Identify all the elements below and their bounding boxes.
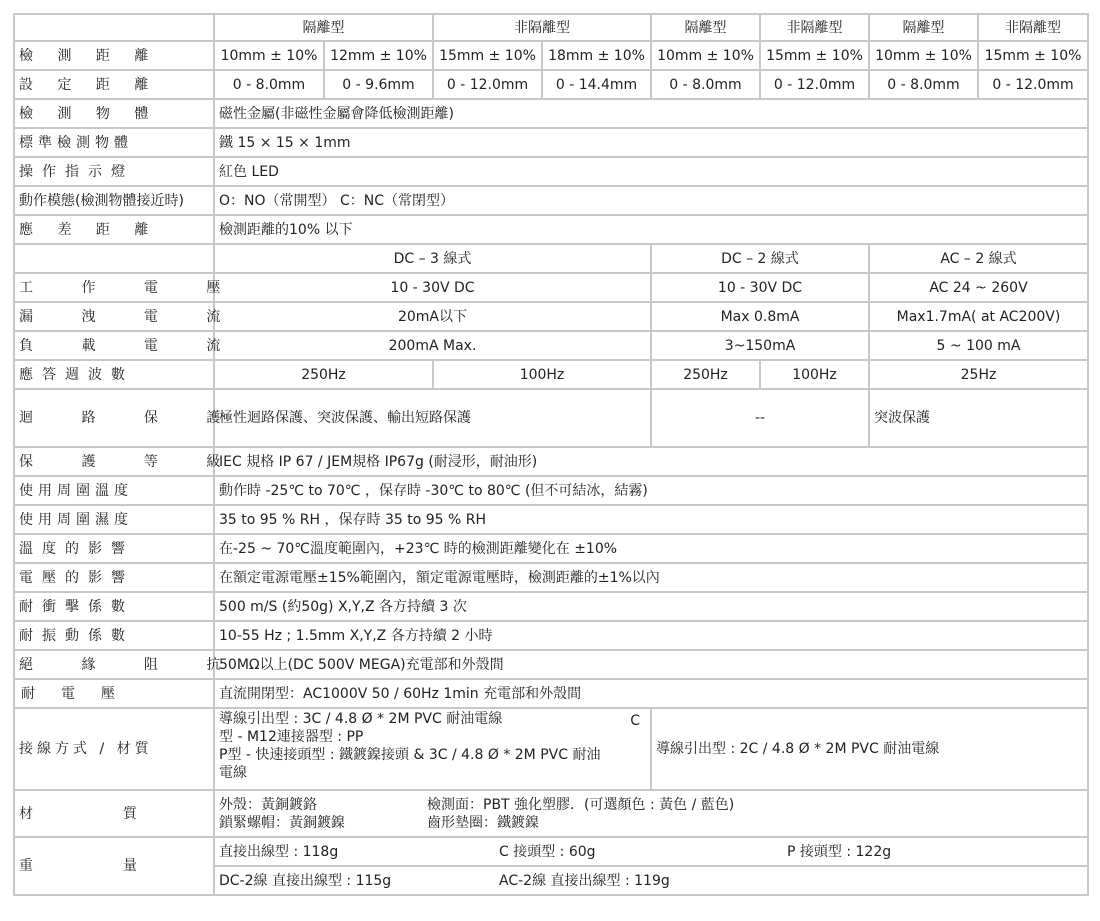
weight-item: P 接頭型 : 122g — [787, 843, 892, 860]
header-cell: 非隔離型 — [760, 14, 869, 41]
row-label: 工 作 電 壓 — [14, 273, 214, 302]
spec-table — [13, 13, 1089, 896]
table-row — [14, 99, 1088, 128]
value-cell: 12mm ± 10% — [324, 41, 433, 70]
row-label: 設 定 距 離 — [14, 70, 214, 99]
row-label: 耐 電 壓 — [14, 679, 214, 708]
value-cell: 磁性金屬(非磁性金屬會降低檢測距離) — [214, 99, 1088, 128]
value-cell: 0 - 8.0mm — [869, 70, 978, 99]
value-cell: 10 - 30V DC — [651, 273, 869, 302]
value-cell: 35 to 95 % RH ，保存時 35 to 95 % RH — [214, 505, 1088, 534]
table-row — [14, 215, 1088, 244]
header-cell: 非隔離型 — [433, 14, 651, 41]
type-cell: DC – 3 線式 — [214, 244, 651, 273]
wiring-left-cell — [214, 708, 651, 790]
wiring-line: P型 - 快速接頭型 : 鐵鍍鎳接頭 & 3C / 4.8 Ø * 2M PVC 耐油 — [219, 747, 601, 763]
value-cell: 5 ~ 100 mA — [869, 331, 1088, 360]
value-cell: 250Hz — [214, 360, 433, 389]
row-label-split — [19, 805, 137, 823]
table-row — [14, 505, 1088, 534]
wiring-row — [14, 708, 1088, 790]
table-row — [14, 157, 1088, 186]
row-label: 電壓的影響 — [14, 563, 214, 592]
value-cell: 250Hz — [651, 360, 760, 389]
value-cell: 在-25 ~ 70℃溫度範圍內，+23℃ 時的檢測距離變化在 ±10% — [214, 534, 1088, 563]
value-cell: 25Hz — [869, 360, 1088, 389]
table-row — [14, 273, 1088, 302]
material-item: 檢測面：PBT 強化塑膠．(可選顏色 : 黃色 / 藍色) — [427, 796, 735, 813]
value-cell: 100Hz — [760, 360, 869, 389]
value-cell: 15mm ± 10% — [978, 41, 1088, 70]
table-row — [14, 679, 1088, 708]
table-row — [14, 302, 1088, 331]
weight-cell — [214, 837, 1088, 866]
value-cell: O：NO（常開型） C：NC（常閉型） — [214, 186, 1088, 215]
row-label-part: 材 — [19, 805, 33, 822]
row-label — [14, 837, 214, 895]
value-cell: 10mm ± 10% — [651, 41, 760, 70]
value-cell: 500 m/S (約50g) X,Y,Z 各方持續 3 次 — [214, 592, 1088, 621]
weight-row — [14, 837, 1088, 866]
row-label: 使用周圍濕度 — [14, 505, 214, 534]
value-cell: 0 - 12.0mm — [433, 70, 542, 99]
value-cell: 0 - 14.4mm — [542, 70, 651, 99]
table-row — [14, 389, 1088, 447]
table-row — [14, 128, 1088, 157]
type-cell: DC – 2 線式 — [651, 244, 869, 273]
row-label-split — [19, 857, 137, 875]
table-row — [14, 331, 1088, 360]
row-label-part: 質 — [123, 805, 137, 822]
weight-item: C 接頭型 : 60g — [499, 843, 596, 860]
table-row — [14, 621, 1088, 650]
weight-line — [219, 843, 1083, 861]
type-cell: AC – 2 線式 — [869, 244, 1088, 273]
value-cell: 10mm ± 10% — [214, 41, 324, 70]
value-cell: 檢測距離的10% 以下 — [214, 215, 1088, 244]
header-cell: 非隔離型 — [978, 14, 1088, 41]
value-cell: 10mm ± 10% — [869, 41, 978, 70]
value-cell: 極性迴路保護、突波保護、輸出短路保護 — [214, 389, 651, 447]
row-label: 耐振動係數 — [14, 621, 214, 650]
row-label: 負 載 電 流 — [14, 331, 214, 360]
value-cell: 0 - 8.0mm — [214, 70, 324, 99]
table-row — [14, 360, 1088, 389]
table-row — [14, 592, 1088, 621]
row-label: 應答週波數 — [14, 360, 214, 389]
value-cell: 0 - 8.0mm — [651, 70, 760, 99]
value-cell: 紅色 LED — [214, 157, 1088, 186]
value-cell: 在額定電源電壓±15%範圍內，額定電源電壓時，檢測距離的±1%以內 — [214, 563, 1088, 592]
value-cell: 直流開閉型：AC1000V 50 / 60Hz 1min 充電部和外殼間 — [214, 679, 1088, 708]
type-row — [14, 244, 1088, 273]
value-cell: 鐵 15 × 15 × 1mm — [214, 128, 1088, 157]
weight-item: DC-2線 直接出線型 : 115g — [219, 872, 392, 889]
value-cell: 15mm ± 10% — [433, 41, 542, 70]
table-row — [14, 447, 1088, 476]
wiring-c-mark: C — [630, 713, 640, 729]
value-cell: 0 - 12.0mm — [760, 70, 869, 99]
wiring-line: 型 - M12連接器型 : PP — [219, 729, 364, 745]
row-label: 迴 路 保 護 — [14, 389, 214, 447]
row-label: 檢 測 距 離 — [14, 41, 214, 70]
table-row — [14, 186, 1088, 215]
table-row — [14, 70, 1088, 99]
material-line — [219, 814, 1083, 832]
row-label-part: 量 — [123, 858, 137, 874]
wiring-line: 電線 — [219, 765, 247, 781]
value-cell: 突波保護 — [869, 389, 1088, 447]
table-row — [14, 476, 1088, 505]
material-row — [14, 790, 1088, 837]
value-cell: 100Hz — [433, 360, 651, 389]
row-label: 應 差 距 離 — [14, 215, 214, 244]
wiring-left-block — [219, 710, 646, 782]
row-label: 操作指示燈 — [14, 157, 214, 186]
weight-item: AC-2線 直接出線型 : 119g — [499, 872, 670, 889]
table-row — [14, 41, 1088, 70]
row-label: 動作模態(檢測物體接近時) — [14, 186, 214, 215]
weight-item: 直接出線型 : 118g — [219, 843, 339, 860]
table-row — [14, 650, 1088, 679]
value-cell: 10 - 30V DC — [214, 273, 651, 302]
value-cell: 50MΩ以上(DC 500V MEGA)充電部和外殼間 — [214, 650, 1088, 679]
header-cell: 隔離型 — [869, 14, 978, 41]
material-cell — [214, 790, 1088, 837]
material-item: 齒形墊圈：鐵鍍鎳 — [427, 814, 539, 831]
value-cell: 0 - 9.6mm — [324, 70, 433, 99]
value-cell: Max 0.8mA — [651, 302, 869, 331]
row-label: 接線方式 / 材質 — [14, 708, 214, 790]
value-cell: AC 24 ~ 260V — [869, 273, 1088, 302]
value-cell: 15mm ± 10% — [760, 41, 869, 70]
header-row — [14, 14, 1088, 41]
material-line — [219, 796, 1083, 814]
value-cell: 動作時 -25℃ to 70℃ ，保存時 -30℃ to 80℃ (但不可結冰，結霧) — [214, 476, 1088, 505]
row-label: 溫度的影響 — [14, 534, 214, 563]
row-label: 標準檢測物體 — [14, 128, 214, 157]
header-blank — [14, 14, 214, 41]
row-label: 使用周圍溫度 — [14, 476, 214, 505]
value-cell: 20mA以下 — [214, 302, 651, 331]
row-label — [14, 790, 214, 837]
table-row — [14, 534, 1088, 563]
value-cell: 10-55 Hz ; 1.5mm X,Y,Z 各方持續 2 小時 — [214, 621, 1088, 650]
value-cell: IEC 規格 IP 67 / JEM規格 IP67g (耐浸形，耐油形) — [214, 447, 1088, 476]
material-item: 鎖緊螺帽：黃銅鍍鎳 — [219, 814, 345, 831]
value-cell: 18mm ± 10% — [542, 41, 651, 70]
type-blank — [14, 244, 214, 273]
table-row — [14, 563, 1088, 592]
row-label: 檢 測 物 體 — [14, 99, 214, 128]
wiring-right-cell: 導線引出型 : 2C / 4.8 Ø * 2M PVC 耐油電線 — [651, 708, 1088, 790]
row-label: 保 護 等 級 — [14, 447, 214, 476]
row-label: 耐衝擊係數 — [14, 592, 214, 621]
value-cell: Max1.7mA( at AC200V) — [869, 302, 1088, 331]
value-cell: 200mA Max. — [214, 331, 651, 360]
wiring-line: 導線引出型 : 3C / 4.8 Ø * 2M PVC 耐油電線 — [219, 711, 503, 727]
row-label: 漏 洩 電 流 — [14, 302, 214, 331]
row-label-part: 重 — [19, 858, 33, 874]
row-label: 絕 緣 阻 抗 — [14, 650, 214, 679]
value-cell: 0 - 12.0mm — [978, 70, 1088, 99]
weight-line — [219, 872, 1083, 890]
header-cell: 隔離型 — [214, 14, 433, 41]
header-cell: 隔離型 — [651, 14, 760, 41]
weight-cell — [214, 866, 1088, 895]
value-cell: 3~150mA — [651, 331, 869, 360]
value-cell: -- — [651, 389, 869, 447]
material-item: 外殼：黃銅鍍鉻 — [219, 796, 317, 813]
